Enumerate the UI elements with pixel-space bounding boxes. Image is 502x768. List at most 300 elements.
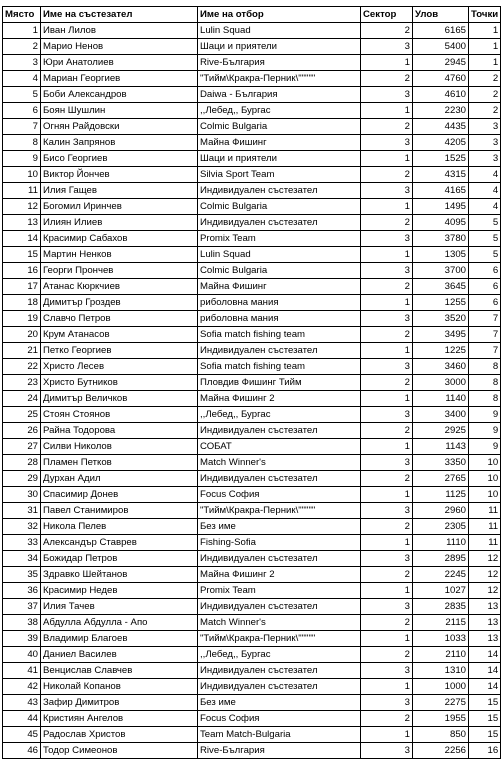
cell-competitor: Венцислав Славчев	[41, 663, 198, 679]
cell-sector: 1	[361, 487, 413, 503]
cell-catch: 1255	[413, 295, 469, 311]
cell-catch: 1225	[413, 343, 469, 359]
cell-catch: 4095	[413, 215, 469, 231]
table-row	[3, 279, 501, 295]
table-row	[3, 39, 501, 55]
cell-points: 12	[469, 583, 501, 599]
cell-team: Team Match-Bulgaria	[198, 727, 361, 743]
cell-competitor: Петко Георгиев	[41, 343, 198, 359]
cell-sector: 3	[361, 743, 413, 759]
cell-sector: 1	[361, 391, 413, 407]
cell-sector: 3	[361, 551, 413, 567]
cell-competitor: Абдулла Абдулла - Апо	[41, 615, 198, 631]
cell-points: 14	[469, 663, 501, 679]
table-row	[3, 583, 501, 599]
cell-sector: 1	[361, 151, 413, 167]
results-table	[2, 6, 501, 759]
cell-points: 5	[469, 215, 501, 231]
cell-team: Индивидуален състезател	[198, 663, 361, 679]
table-row	[3, 647, 501, 663]
cell-points: 6	[469, 295, 501, 311]
cell-points: 10	[469, 455, 501, 471]
cell-place: 7	[3, 119, 41, 135]
cell-catch: 1305	[413, 247, 469, 263]
table-row	[3, 327, 501, 343]
header-catch: Улов	[413, 7, 469, 23]
cell-sector: 2	[361, 119, 413, 135]
cell-team: Индивидуален състезател	[198, 215, 361, 231]
cell-team: Майна Фишинг 2	[198, 567, 361, 583]
table-row	[3, 503, 501, 519]
cell-team: Без име	[198, 695, 361, 711]
table-row	[3, 311, 501, 327]
cell-points: 7	[469, 327, 501, 343]
cell-sector: 2	[361, 215, 413, 231]
cell-place: 5	[3, 87, 41, 103]
cell-competitor: Марио Ненов	[41, 39, 198, 55]
cell-place: 38	[3, 615, 41, 631]
cell-competitor: Крум Атанасов	[41, 327, 198, 343]
cell-team: Шаци и приятели	[198, 151, 361, 167]
cell-place: 3	[3, 55, 41, 71]
cell-points: 16	[469, 743, 501, 759]
cell-place: 19	[3, 311, 41, 327]
cell-points: 8	[469, 391, 501, 407]
header-points: Точки	[469, 7, 501, 23]
cell-competitor: Радослав Христов	[41, 727, 198, 743]
header-team: Име на отбор	[198, 7, 361, 23]
cell-points: 6	[469, 263, 501, 279]
cell-competitor: Спасимир Донев	[41, 487, 198, 503]
cell-sector: 2	[361, 471, 413, 487]
table-row	[3, 439, 501, 455]
cell-competitor: Боян Шушлин	[41, 103, 198, 119]
cell-place: 36	[3, 583, 41, 599]
cell-points: 13	[469, 631, 501, 647]
cell-team: Индивидуален състезател	[198, 551, 361, 567]
cell-team: Индивидуален състезател	[198, 183, 361, 199]
table-row	[3, 679, 501, 695]
cell-team: Майна Фишинг	[198, 135, 361, 151]
cell-points: 2	[469, 103, 501, 119]
cell-catch: 3460	[413, 359, 469, 375]
table-row	[3, 135, 501, 151]
cell-place: 17	[3, 279, 41, 295]
cell-team: Focus София	[198, 711, 361, 727]
cell-points: 12	[469, 551, 501, 567]
header-sector: Сектор	[361, 7, 413, 23]
cell-points: 3	[469, 151, 501, 167]
cell-competitor: Павел Станимиров	[41, 503, 198, 519]
cell-competitor: Красимир Недев	[41, 583, 198, 599]
table-row	[3, 359, 501, 375]
cell-place: 24	[3, 391, 41, 407]
table-row	[3, 487, 501, 503]
cell-catch: 3000	[413, 375, 469, 391]
cell-team: Индивидуален състезател	[198, 343, 361, 359]
cell-catch: 3495	[413, 327, 469, 343]
cell-place: 46	[3, 743, 41, 759]
cell-team: Daiwa - България	[198, 87, 361, 103]
cell-points: 8	[469, 375, 501, 391]
cell-catch: 2945	[413, 55, 469, 71]
cell-points: 1	[469, 55, 501, 71]
cell-place: 41	[3, 663, 41, 679]
cell-place: 6	[3, 103, 41, 119]
cell-catch: 2256	[413, 743, 469, 759]
cell-sector: 3	[361, 135, 413, 151]
cell-points: 7	[469, 311, 501, 327]
cell-competitor: Мартин Ненков	[41, 247, 198, 263]
cell-catch: 1110	[413, 535, 469, 551]
cell-place: 8	[3, 135, 41, 151]
cell-points: 15	[469, 695, 501, 711]
cell-place: 29	[3, 471, 41, 487]
cell-catch: 4315	[413, 167, 469, 183]
cell-catch: 3700	[413, 263, 469, 279]
cell-place: 25	[3, 407, 41, 423]
cell-catch: 4435	[413, 119, 469, 135]
cell-competitor: Божидар Петров	[41, 551, 198, 567]
cell-catch: 6165	[413, 23, 469, 39]
cell-team: Индивидуален състезател	[198, 679, 361, 695]
cell-place: 26	[3, 423, 41, 439]
cell-sector: 2	[361, 327, 413, 343]
cell-competitor: Юри Анатолиев	[41, 55, 198, 71]
cell-points: 11	[469, 503, 501, 519]
cell-catch: 1310	[413, 663, 469, 679]
cell-competitor: Николай Копанов	[41, 679, 198, 695]
cell-sector: 3	[361, 503, 413, 519]
cell-place: 9	[3, 151, 41, 167]
cell-sector: 1	[361, 295, 413, 311]
cell-sector: 3	[361, 231, 413, 247]
cell-place: 13	[3, 215, 41, 231]
cell-team: Sofia match fishing team	[198, 327, 361, 343]
cell-competitor: Силви Николов	[41, 439, 198, 455]
cell-team: СОБАТ	[198, 439, 361, 455]
cell-place: 18	[3, 295, 41, 311]
cell-place: 21	[3, 343, 41, 359]
table-row	[3, 423, 501, 439]
cell-team: Focus София	[198, 487, 361, 503]
cell-competitor: Димитър Величков	[41, 391, 198, 407]
cell-sector: 3	[361, 455, 413, 471]
cell-place: 14	[3, 231, 41, 247]
cell-place: 39	[3, 631, 41, 647]
cell-team: риболовна мания	[198, 311, 361, 327]
cell-sector: 2	[361, 423, 413, 439]
table-row	[3, 103, 501, 119]
cell-points: 9	[469, 407, 501, 423]
cell-place: 15	[3, 247, 41, 263]
cell-catch: 4205	[413, 135, 469, 151]
cell-catch: 1955	[413, 711, 469, 727]
cell-team: Match Winner's	[198, 615, 361, 631]
cell-team: Fishing-Sofia	[198, 535, 361, 551]
cell-team: Индивидуален състезател	[198, 471, 361, 487]
cell-catch: 2115	[413, 615, 469, 631]
table-row	[3, 391, 501, 407]
table-row	[3, 711, 501, 727]
cell-team: ,,Лебед,, Бургас	[198, 647, 361, 663]
cell-sector: 1	[361, 727, 413, 743]
cell-points: 15	[469, 727, 501, 743]
cell-catch: 4165	[413, 183, 469, 199]
cell-points: 9	[469, 439, 501, 455]
cell-catch: 850	[413, 727, 469, 743]
cell-team: Colmic Bulgaria	[198, 263, 361, 279]
cell-competitor: Славчо Петров	[41, 311, 198, 327]
table-row	[3, 407, 501, 423]
cell-catch: 3400	[413, 407, 469, 423]
cell-sector: 2	[361, 375, 413, 391]
cell-competitor: Тодор Симеонов	[41, 743, 198, 759]
cell-place: 32	[3, 519, 41, 535]
cell-team: Rive-България	[198, 743, 361, 759]
cell-points: 10	[469, 471, 501, 487]
cell-points: 2	[469, 87, 501, 103]
table-row	[3, 231, 501, 247]
cell-team: Rive-България	[198, 55, 361, 71]
cell-team: Пловдив Фишинг Тийм	[198, 375, 361, 391]
cell-place: 12	[3, 199, 41, 215]
cell-catch: 2960	[413, 503, 469, 519]
cell-competitor: Георги Прончев	[41, 263, 198, 279]
header-competitor: Име на състезател	[41, 7, 198, 23]
cell-place: 35	[3, 567, 41, 583]
cell-points: 4	[469, 167, 501, 183]
cell-team: Promix Team	[198, 231, 361, 247]
cell-team: Майна Фишинг	[198, 279, 361, 295]
cell-catch: 1143	[413, 439, 469, 455]
cell-catch: 2245	[413, 567, 469, 583]
cell-competitor: Никола Пелев	[41, 519, 198, 535]
cell-sector: 2	[361, 279, 413, 295]
cell-team: Lulin Squad	[198, 23, 361, 39]
table-row	[3, 695, 501, 711]
cell-sector: 1	[361, 103, 413, 119]
cell-sector: 1	[361, 55, 413, 71]
cell-points: 2	[469, 71, 501, 87]
cell-sector: 2	[361, 167, 413, 183]
table-row	[3, 743, 501, 759]
cell-points: 1	[469, 39, 501, 55]
cell-points: 15	[469, 711, 501, 727]
table-row	[3, 631, 501, 647]
cell-sector: 1	[361, 535, 413, 551]
cell-points: 14	[469, 647, 501, 663]
cell-sector: 2	[361, 519, 413, 535]
cell-sector: 3	[361, 39, 413, 55]
cell-sector: 2	[361, 23, 413, 39]
table-row	[3, 247, 501, 263]
cell-competitor: Даниел Василев	[41, 647, 198, 663]
cell-sector: 3	[361, 599, 413, 615]
cell-place: 23	[3, 375, 41, 391]
cell-points: 3	[469, 119, 501, 135]
cell-team: Индивидуален състезател	[198, 423, 361, 439]
cell-place: 34	[3, 551, 41, 567]
cell-sector: 3	[361, 663, 413, 679]
table-row	[3, 215, 501, 231]
cell-team: Colmic Bulgaria	[198, 119, 361, 135]
cell-competitor: Илия Тачев	[41, 599, 198, 615]
cell-sector: 1	[361, 631, 413, 647]
cell-place: 33	[3, 535, 41, 551]
cell-place: 16	[3, 263, 41, 279]
cell-competitor: Кристиян Ангелов	[41, 711, 198, 727]
table-row	[3, 23, 501, 39]
cell-place: 45	[3, 727, 41, 743]
cell-team: "Тийм\Кракра-Перник\"""""	[198, 631, 361, 647]
cell-place: 37	[3, 599, 41, 615]
cell-catch: 1140	[413, 391, 469, 407]
cell-place: 42	[3, 679, 41, 695]
table-row	[3, 343, 501, 359]
cell-points: 11	[469, 535, 501, 551]
cell-sector: 3	[361, 311, 413, 327]
cell-competitor: Илиян Илиев	[41, 215, 198, 231]
cell-sector: 3	[361, 359, 413, 375]
cell-points: 13	[469, 615, 501, 631]
cell-sector: 3	[361, 183, 413, 199]
cell-place: 11	[3, 183, 41, 199]
cell-team: Шаци и приятели	[198, 39, 361, 55]
cell-place: 30	[3, 487, 41, 503]
cell-points: 8	[469, 359, 501, 375]
table-row	[3, 87, 501, 103]
table-row	[3, 119, 501, 135]
cell-catch: 4760	[413, 71, 469, 87]
cell-catch: 2925	[413, 423, 469, 439]
cell-sector: 1	[361, 439, 413, 455]
cell-competitor: Райна Тодорова	[41, 423, 198, 439]
cell-catch: 3780	[413, 231, 469, 247]
cell-competitor: Атанас Кюркчиев	[41, 279, 198, 295]
cell-catch: 2765	[413, 471, 469, 487]
cell-place: 27	[3, 439, 41, 455]
cell-catch: 2110	[413, 647, 469, 663]
cell-catch: 1525	[413, 151, 469, 167]
cell-sector: 3	[361, 87, 413, 103]
cell-team: Майна Фишинг 2	[198, 391, 361, 407]
cell-place: 40	[3, 647, 41, 663]
cell-points: 4	[469, 199, 501, 215]
cell-catch: 2835	[413, 599, 469, 615]
cell-team: Sofia match fishing team	[198, 359, 361, 375]
cell-competitor: Красимир Сабахов	[41, 231, 198, 247]
cell-sector: 1	[361, 679, 413, 695]
cell-place: 4	[3, 71, 41, 87]
cell-sector: 3	[361, 263, 413, 279]
cell-competitor: Христо Бутников	[41, 375, 198, 391]
cell-place: 20	[3, 327, 41, 343]
cell-place: 31	[3, 503, 41, 519]
cell-catch: 3645	[413, 279, 469, 295]
cell-competitor: Огнян Райдовски	[41, 119, 198, 135]
cell-sector: 2	[361, 711, 413, 727]
cell-competitor: Бисо Георгиев	[41, 151, 198, 167]
cell-competitor: Христо Лесев	[41, 359, 198, 375]
cell-sector: 1	[361, 199, 413, 215]
table-row	[3, 599, 501, 615]
cell-sector: 2	[361, 615, 413, 631]
table-row	[3, 727, 501, 743]
cell-catch: 1027	[413, 583, 469, 599]
cell-catch: 1495	[413, 199, 469, 215]
cell-sector: 1	[361, 583, 413, 599]
header-place: Място	[3, 7, 41, 23]
cell-place: 10	[3, 167, 41, 183]
cell-team: "Тийм\Кракра-Перник\"""""	[198, 503, 361, 519]
table-row	[3, 615, 501, 631]
cell-place: 2	[3, 39, 41, 55]
cell-team: риболовна мания	[198, 295, 361, 311]
cell-sector: 3	[361, 695, 413, 711]
cell-place: 1	[3, 23, 41, 39]
table-row	[3, 55, 501, 71]
cell-team: Lulin Squad	[198, 247, 361, 263]
cell-competitor: Виктор Йончев	[41, 167, 198, 183]
table-row	[3, 71, 501, 87]
cell-sector: 2	[361, 567, 413, 583]
cell-team: Индивидуален състезател	[198, 599, 361, 615]
cell-team: Colmic Bulgaria	[198, 199, 361, 215]
table-row	[3, 455, 501, 471]
cell-catch: 1033	[413, 631, 469, 647]
cell-sector: 3	[361, 407, 413, 423]
cell-place: 28	[3, 455, 41, 471]
cell-competitor: Здравко Шейтанов	[41, 567, 198, 583]
cell-points: 4	[469, 183, 501, 199]
table-row	[3, 263, 501, 279]
cell-sector: 2	[361, 71, 413, 87]
cell-points: 5	[469, 247, 501, 263]
cell-competitor: Стоян Стоянов	[41, 407, 198, 423]
cell-place: 22	[3, 359, 41, 375]
cell-team: "Тийм\Кракра-Перник\"""""	[198, 71, 361, 87]
cell-team: Match Winner's	[198, 455, 361, 471]
cell-catch: 4610	[413, 87, 469, 103]
cell-competitor: Пламен Петков	[41, 455, 198, 471]
cell-points: 7	[469, 343, 501, 359]
table-row	[3, 151, 501, 167]
table-row	[3, 167, 501, 183]
cell-team: ,,Лебед,, Бургас	[198, 103, 361, 119]
cell-catch: 2305	[413, 519, 469, 535]
results-sheet	[2, 6, 501, 759]
cell-points: 12	[469, 567, 501, 583]
cell-catch: 1125	[413, 487, 469, 503]
cell-competitor: Иван Лилов	[41, 23, 198, 39]
cell-competitor: Илия Гащев	[41, 183, 198, 199]
header-row	[3, 7, 501, 23]
cell-competitor: Димитър Гроздев	[41, 295, 198, 311]
cell-sector: 1	[361, 247, 413, 263]
cell-points: 1	[469, 23, 501, 39]
cell-team: Silvia Sport Team	[198, 167, 361, 183]
cell-competitor: Мариан Георгиев	[41, 71, 198, 87]
table-row	[3, 535, 501, 551]
cell-competitor: Дурхан Адил	[41, 471, 198, 487]
table-row	[3, 663, 501, 679]
table-row	[3, 295, 501, 311]
cell-catch: 2895	[413, 551, 469, 567]
cell-catch: 1000	[413, 679, 469, 695]
cell-points: 11	[469, 519, 501, 535]
table-row	[3, 199, 501, 215]
